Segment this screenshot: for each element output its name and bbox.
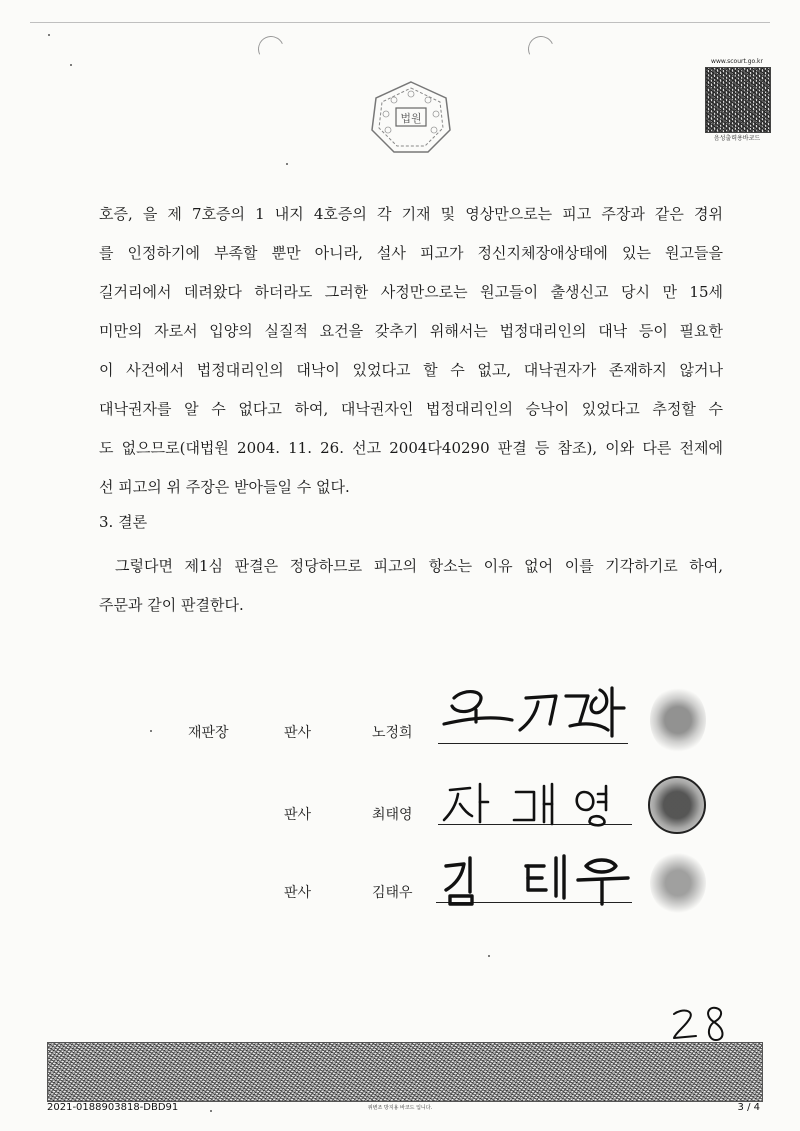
body-line: 길거리에서 데려왔다 하더라도 그러한 사정만으로는 원고들이 출생신고 당시 만 15세 (99, 283, 723, 301)
document-id: 2021-0188903818-DBD91 (47, 1102, 179, 1113)
judge-role: 판사 (284, 885, 312, 901)
judgment-body (99, 195, 723, 507)
scan-speck (286, 163, 288, 165)
body-line: 도 없으므로(대법원 2004. 11. 26. 선고 2004다40290 판결 등 참조), 이와 다른 전제에 (99, 439, 723, 457)
page-number: 3 / 4 (737, 1102, 760, 1113)
qr-url: www.scourt.go.kr (711, 58, 763, 65)
judge-name: 김태우 (372, 885, 413, 901)
handwritten-signature (438, 852, 634, 908)
handwritten-signature (440, 684, 630, 748)
seal-stamp-icon (650, 686, 706, 754)
judge-name: 노정희 (372, 725, 413, 741)
seal-stamp-icon (650, 852, 706, 914)
body-line: 선 피고의 위 주장은 받아들일 수 없다. (99, 478, 350, 496)
scan-speck (48, 34, 50, 36)
qr-code-icon (705, 67, 771, 133)
body-line: 이 사건에서 법정대리인의 대낙이 있었다고 할 수 없고, 대낙권자가 존재하지 않거나 (99, 361, 723, 379)
conclusion-line: 주문과 같이 판결한다. (99, 596, 244, 614)
conclusion (99, 547, 723, 625)
signature-row-judge-3 (0, 858, 800, 918)
judge-role: 판사 (284, 807, 312, 823)
anti-forgery-barcode (47, 1042, 763, 1102)
voice-barcode (702, 58, 772, 142)
court-emblem-label: 법원 (400, 112, 422, 125)
scan-speck (150, 730, 152, 732)
section-heading: 3. 결론 (99, 513, 148, 531)
court-emblem-icon (368, 78, 454, 156)
scan-speck (488, 955, 490, 957)
signature-row-presiding (0, 700, 800, 760)
scan-speck (70, 64, 72, 66)
body-line: 미만의 자로서 입양의 실질적 요건을 갖추기 위해서는 법정대리인의 대낙 등이 필요한 (99, 322, 723, 340)
judge-role: 판사 (284, 725, 312, 741)
body-line: 대낙권자를 알 수 없다고 하여, 대낙권자인 법정대리인의 승낙이 있었다고 추정할 수 (99, 400, 723, 418)
top-rule (30, 22, 770, 23)
conclusion-line: 그렇다면 제1심 판결은 정당하므로 피고의 항소는 이유 없어 이를 기각하기로 하여, (115, 557, 723, 575)
punch-mark (254, 32, 287, 65)
signature-row-judge-2 (0, 780, 800, 840)
handwritten-page-mark (668, 1002, 738, 1046)
qr-caption: 음성출력용바코드 (713, 135, 761, 142)
body-line: 호증, 을 제 7호증의 1 내지 4호증의 각 기재 및 영상만으로는 피고 주장과 같은 경위 (99, 205, 723, 223)
scan-speck (210, 1110, 212, 1112)
judge-name: 최태영 (372, 807, 413, 823)
presiding-title: 재판장 (188, 725, 229, 741)
body-line: 를 인정하기에 부족할 뿐만 아니라, 설사 피고가 정신지체장애상태에 있는 원고들을 (99, 244, 723, 262)
handwritten-signature (440, 780, 634, 830)
footer-note: 위변조 방지용 바코드 입니다. (367, 1105, 433, 1111)
seal-stamp-icon (648, 776, 706, 834)
punch-mark (524, 32, 557, 65)
